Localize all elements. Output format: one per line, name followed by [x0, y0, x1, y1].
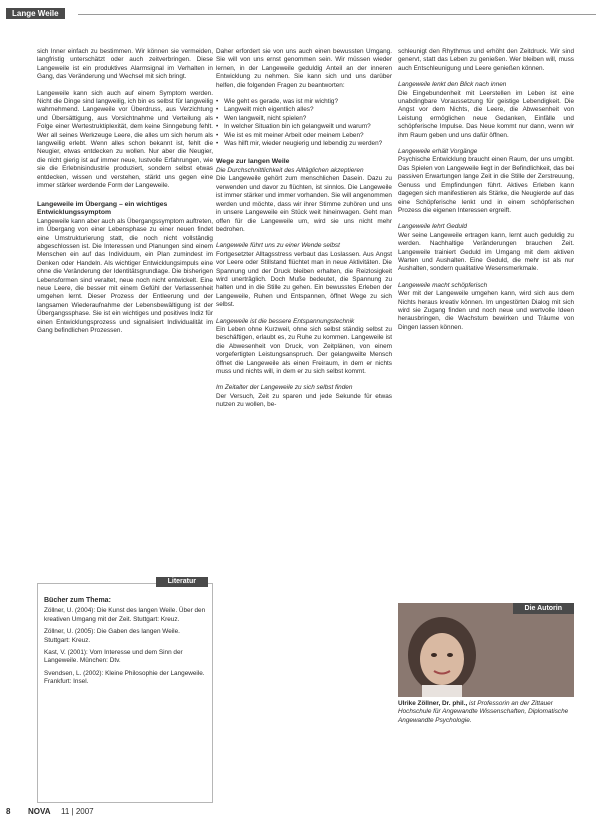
- paragraph: sich Inner einfach zu bestimmen. Wir können sie vermeiden, langfristig unterschätzt oder auch zeitverbringen. Diese Langeweile ist ein produktives Alarmsignal im Verhalten in Gang, das Veränderung und Wechsel mit sich bringt.: [37, 48, 213, 81]
- list-item: • In welcher Situation bin ich gelangweilt und warum?: [216, 123, 392, 131]
- paragraph: schleunigt den Rhythmus und erhöht den Zeitdruck. Wir sind genervt, statt das Leben zu genießen. Wer bleiben will, muss auch Entschleunigung und Leere genießen können.: [398, 48, 574, 72]
- paragraph: Die Langeweile gehört zum menschlichen Dasein. Dazu zu verwenden und davor zu flüchten, ist sinnlos. Die Langeweile ist immer stärker und immer vorhanden. Sie will angenommen werden und möchte, dass wir ihrer Stimme zuhören und uns in unsere Langeweile ein Stück weit hineinwagen. Geht man offen für die Langeweile um, wird sie uns nicht mehr bedrohen.: [216, 175, 392, 233]
- paragraph: Der Versuch, Zeit zu sparen und jede Sekunde für etwas nutzen zu wollen, be-: [216, 392, 392, 409]
- author-name: Ulrike Zöllner, Dr. phil.,: [398, 700, 468, 707]
- column-2: [216, 48, 392, 418]
- paragraph: Wer seine Langeweile ertragen kann, lernt auch geduldig zu werden. Nachhaltige Veränderungen brauchen Zeit. Langeweile trainiert Geduld im Umgang mit dem aktiven Warten und Aushalten. Eine Geduld, die mehr ist als nur Aushalten, sondern qualitative Wesensmerkmale.: [398, 231, 574, 273]
- column-1: [37, 48, 213, 343]
- subheading: Langeweile macht schöpferisch: [398, 281, 488, 289]
- page-header: [6, 5, 596, 21]
- paragraph: Psychische Entwicklung braucht einen Raum, der uns umgibt. Das Spielen von Langeweile liegt in der Befindlichkeit, das bei passiven Erwartungen lange Zeit in die Stille der Zerstreuung, Genuss und Empfindungen führt. Aktives Erleben kann dagegen sich manifestieren als Stärke, die Neugierde auf das eine Schöpferische lenkt und in einem schöpferischen Prozess die eigenen Interessen ergreift.: [398, 156, 574, 214]
- literature-entry: Zöllner, U. (2005): Die Gaben des langen Weile. Stuttgart: Kreuz.: [44, 628, 180, 644]
- issue-number: 11 | 2007: [61, 807, 94, 816]
- publication-name: NOVA: [28, 807, 51, 816]
- paragraph: Fortgesetzter Alltagsstress verbaut das Loslassen. Aus Angst vor Leere oder Stillstand flüchtet man in neue Aktivitäten. Die Spannung und der Druck bleiben erhalten, die Reizlosigkeit wird unerträglich. Doch Muße bedeutet, die Spannung zu halten und in die Stille zu gehen. Ein bewusstes Erleben der Langeweile, Ruhen und Entspannen, öffnet Wege zu sich selbst.: [216, 250, 392, 309]
- list-item: • Was hilft mir, wieder neugierig und lebendig zu werden?: [216, 140, 392, 148]
- paragraph: Wer mit der Langeweile umgehen kann, wird sich aus dem Nichts heraus kreativ können. Im ungestörten Dialog mit sich wird sie Zugang finden und noch neue und wertvolle Ideen herausbringen, die Wachstum bewirken und Träume von Dingen lassen können.: [398, 290, 574, 331]
- literature-box: [37, 578, 213, 803]
- question-list: [216, 98, 392, 148]
- list-item: • Wen langweilt, nicht spielen?: [216, 115, 392, 123]
- page-number: 8: [6, 807, 11, 816]
- column-3: [398, 48, 574, 340]
- page-footer: [6, 808, 596, 822]
- paragraph: Daher erfordert sie von uns auch einen bewussten Umgang. Sie will von uns ernst genommen sein. Wir müssen wieder lernen, in der Langeweile geduldig Anteil an der inneren Entwicklung zu nehmen. Sie kann sich und uns darüber helfen, die folgenden Fragen zu beantworten:: [216, 48, 392, 89]
- author-photo-box: [398, 603, 574, 697]
- subheading: Langeweile lehrt Geduld: [398, 223, 467, 231]
- list-item: • Wie geht es gerade, was ist mir wichtig?: [216, 98, 392, 106]
- subheading: Langeweile lenkt den Blick nach innen: [398, 81, 507, 89]
- paragraph: Ein Leben ohne Kurzweil, ohne sich selbst ständig selbst zu beschäftigen, erlaubt es, zu Ruhe zu kommen. Langeweile ist die Abwesenheit von Druck, von Zeitplänen, von einem vorgefertigten Leistungsanspruch. Der gelangweilte Mensch öffnet die Langeweile als einen Freiraum, in dem er nichts muss und nichts will, in dem er zu sich selbst kommt.: [216, 325, 392, 375]
- list-item: • Langweilt mich eigentlich alles?: [216, 106, 392, 114]
- subheading: Langeweile führt uns zu einer Wende selbst: [216, 242, 340, 250]
- section-heading: Wege zur langen Weile: [216, 158, 290, 166]
- literature-tag: Literatur: [156, 577, 208, 587]
- paragraph: Langeweile kann aber auch als Übergangssymptom auftreten, im Übergang von einer Lebensphase zu einer neuen findet eine Umstrukturierung statt, die noch nicht vollständig abgeschlossen ist. Die Interessen und Planungen sind einem Menschen ein auf das Individuum, ein Plan zumindest im Denken oder Handeln. Als wichtiger Entwicklungsimpuls eine ohne die Veränderung der Identitätsgrundlage. Die bisherigen Lebensformen sind veraltet, neue noch nicht entwickelt. Eine neue Leere, die besser mit einem Gefühl der Verlassenheit umgehen lernt. Dieser Prozess der Entleerung und der langsamen Wiederaufnahme der Lebensbewältigung ist der Übergangssphase. Sie ist ein wichtiges und positives Indiz für einen Entwicklungsprozess und signalisiert Individualität im Gang befindlichen Prozessen.: [37, 217, 213, 334]
- literature-heading: Bücher zum Thema:: [44, 597, 111, 604]
- paragraph: Langeweile kann sich auch auf einem Symptom werden. Nicht die Dinge sind langweilig, ich bin es selbst für langweilig wahrnehmend. Langeweile vor Überdruss, aus Verzichtung und Übersättigung, aus Vorsichtnahme und Verteilung als Folge einer Wertestruktiplexität, dem keine Sinngebung fehlt. Wer all seines Werkzeuge Leere, die alles um sich herum als langweilig erlebt. Wenn alles schon bekannt ist, fehlt die Neugier, etwas entdecken zu wollen. Nur aber die Neugier, die nicht gierig ist auf immer neue, lustvolle Erfahrungen, wie sie die Erlebnisindustrie produziert, sondern selbst etwas entdecken, wissen und verstehen, stärkt uns gegen eine immer stärker werdende Form der Langeweile.: [37, 89, 213, 190]
- literature-entry: Zöllner, U. (2004): Die Kunst des langen Weile. Über den kreativen Umgang mit der Zeit. Stuttgart: Kreuz.: [44, 607, 206, 623]
- subheading: Im Zeitalter der Langeweile zu sich selbst finden: [216, 384, 353, 392]
- author-photo: [398, 603, 574, 697]
- section-tag: Lange Weile: [6, 8, 65, 19]
- subheading: Langeweile ist die bessere Entspannungstechnik: [216, 317, 355, 325]
- header-rule: [78, 14, 596, 15]
- subheading: Die Durchschnittlichkeit des Alltäglichen akzeptieren: [216, 167, 364, 175]
- author-bio: ist Professorin an der Zittauer Hochschule für Angewandte Wissenschaften, Diplomatische Angewandte Psychologie.: [398, 700, 569, 724]
- literature-entry: Svendsen, L. (2002): Kleine Philosophie der Langeweile. Frankfurt: Insel.: [44, 669, 205, 686]
- paragraph: Die Eingebundenheit mit Leerstellen im Leben ist eine unabdingbare Voraussetzung für geistige Lebendigkeit. Die Angst vor dem Nichts, die Leere, die Abwesenheit von Leistung ermöglichen neue Gedanken, Einfälle und schöpferische Impulse. Das Neue kommt nur dann, wenn wir ihm Raum geben und uns dafür öffnen.: [398, 89, 574, 139]
- subheading: Langeweile erhält Vorgänge: [398, 148, 478, 156]
- author-caption: [398, 700, 574, 725]
- list-item: • Wie ist es mit meiner Arbeit oder meinem Leben?: [216, 132, 392, 140]
- author-tag: Die Autorin: [513, 603, 574, 614]
- literature-entry: Kast, V. (2001): Vom Interesse und dem Sinn der Langeweile. München: Dtv.: [44, 649, 183, 665]
- section-heading: Langeweile im Übergang – ein wichtiges Entwicklungssymptom: [37, 200, 168, 217]
